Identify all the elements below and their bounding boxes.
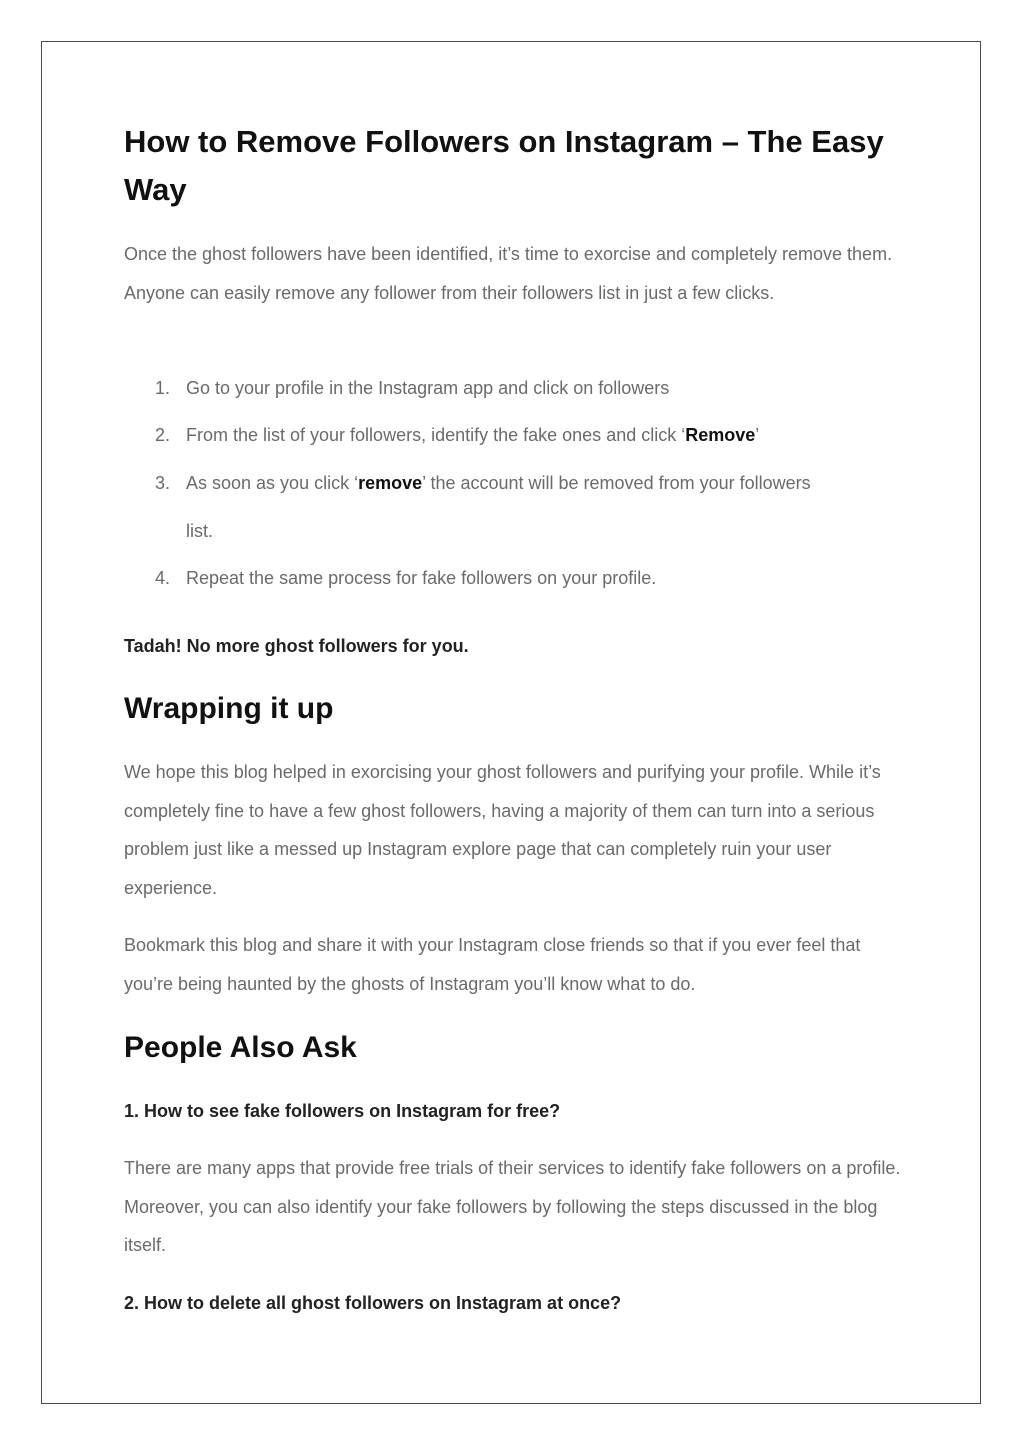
- step-number: 2.: [155, 425, 171, 445]
- step-text: Go to your profile in the Instagram app and click on followers: [186, 378, 670, 398]
- step-text: From the list of your followers, identify the fake ones and click ‘Remove’: [186, 425, 760, 445]
- people-also-ask-heading: People Also Ask: [124, 1031, 357, 1064]
- wrap-paragraph-1: We hope this blog helped in exorcising your ghost followers and purifying your profile. While it’s completely fine to have a few ghost followers, having a majority of them can turn into a serious problem just like a messed up Instagram explore page that can completely ruin your user experience.: [124, 762, 881, 899]
- wrapping-heading: Wrapping it up: [124, 692, 334, 725]
- question-2: 2. How to delete all ghost followers on Instagram at once?: [124, 1293, 622, 1313]
- step-text: Repeat the same process for fake followers on your profile.: [186, 568, 657, 588]
- answer-1: There are many apps that provide free trials of their services to identify fake followers on a profile. Moreover, you can also identify your fake followers by following the steps discussed in the blog itself.: [124, 1158, 901, 1256]
- step-number: 4.: [155, 568, 171, 588]
- tadah-line: Tadah! No more ghost followers for you.: [124, 636, 469, 656]
- wrap-paragraph-2: Bookmark this blog and share it with your Instagram close friends so that if you ever feel that you’re being haunted by the ghosts of Instagram you’ll know what to do.: [124, 935, 861, 994]
- step-text: As soon as you click ‘remove’ the account will be removed from your followers: [186, 473, 811, 493]
- step-number: 3.: [155, 473, 171, 493]
- question-1: 1. How to see fake followers on Instagram for free?: [124, 1101, 561, 1121]
- main-heading: How to Remove Followers on Instagram – The Easy Way: [124, 124, 884, 207]
- step-number: 1.: [155, 378, 171, 398]
- intro-paragraph: Once the ghost followers have been identified, it’s time to exorcise and completely remove them. Anyone can easily remove any follower from their followers list in just a few clicks.: [124, 244, 893, 303]
- step-text-continued: list.: [186, 521, 213, 541]
